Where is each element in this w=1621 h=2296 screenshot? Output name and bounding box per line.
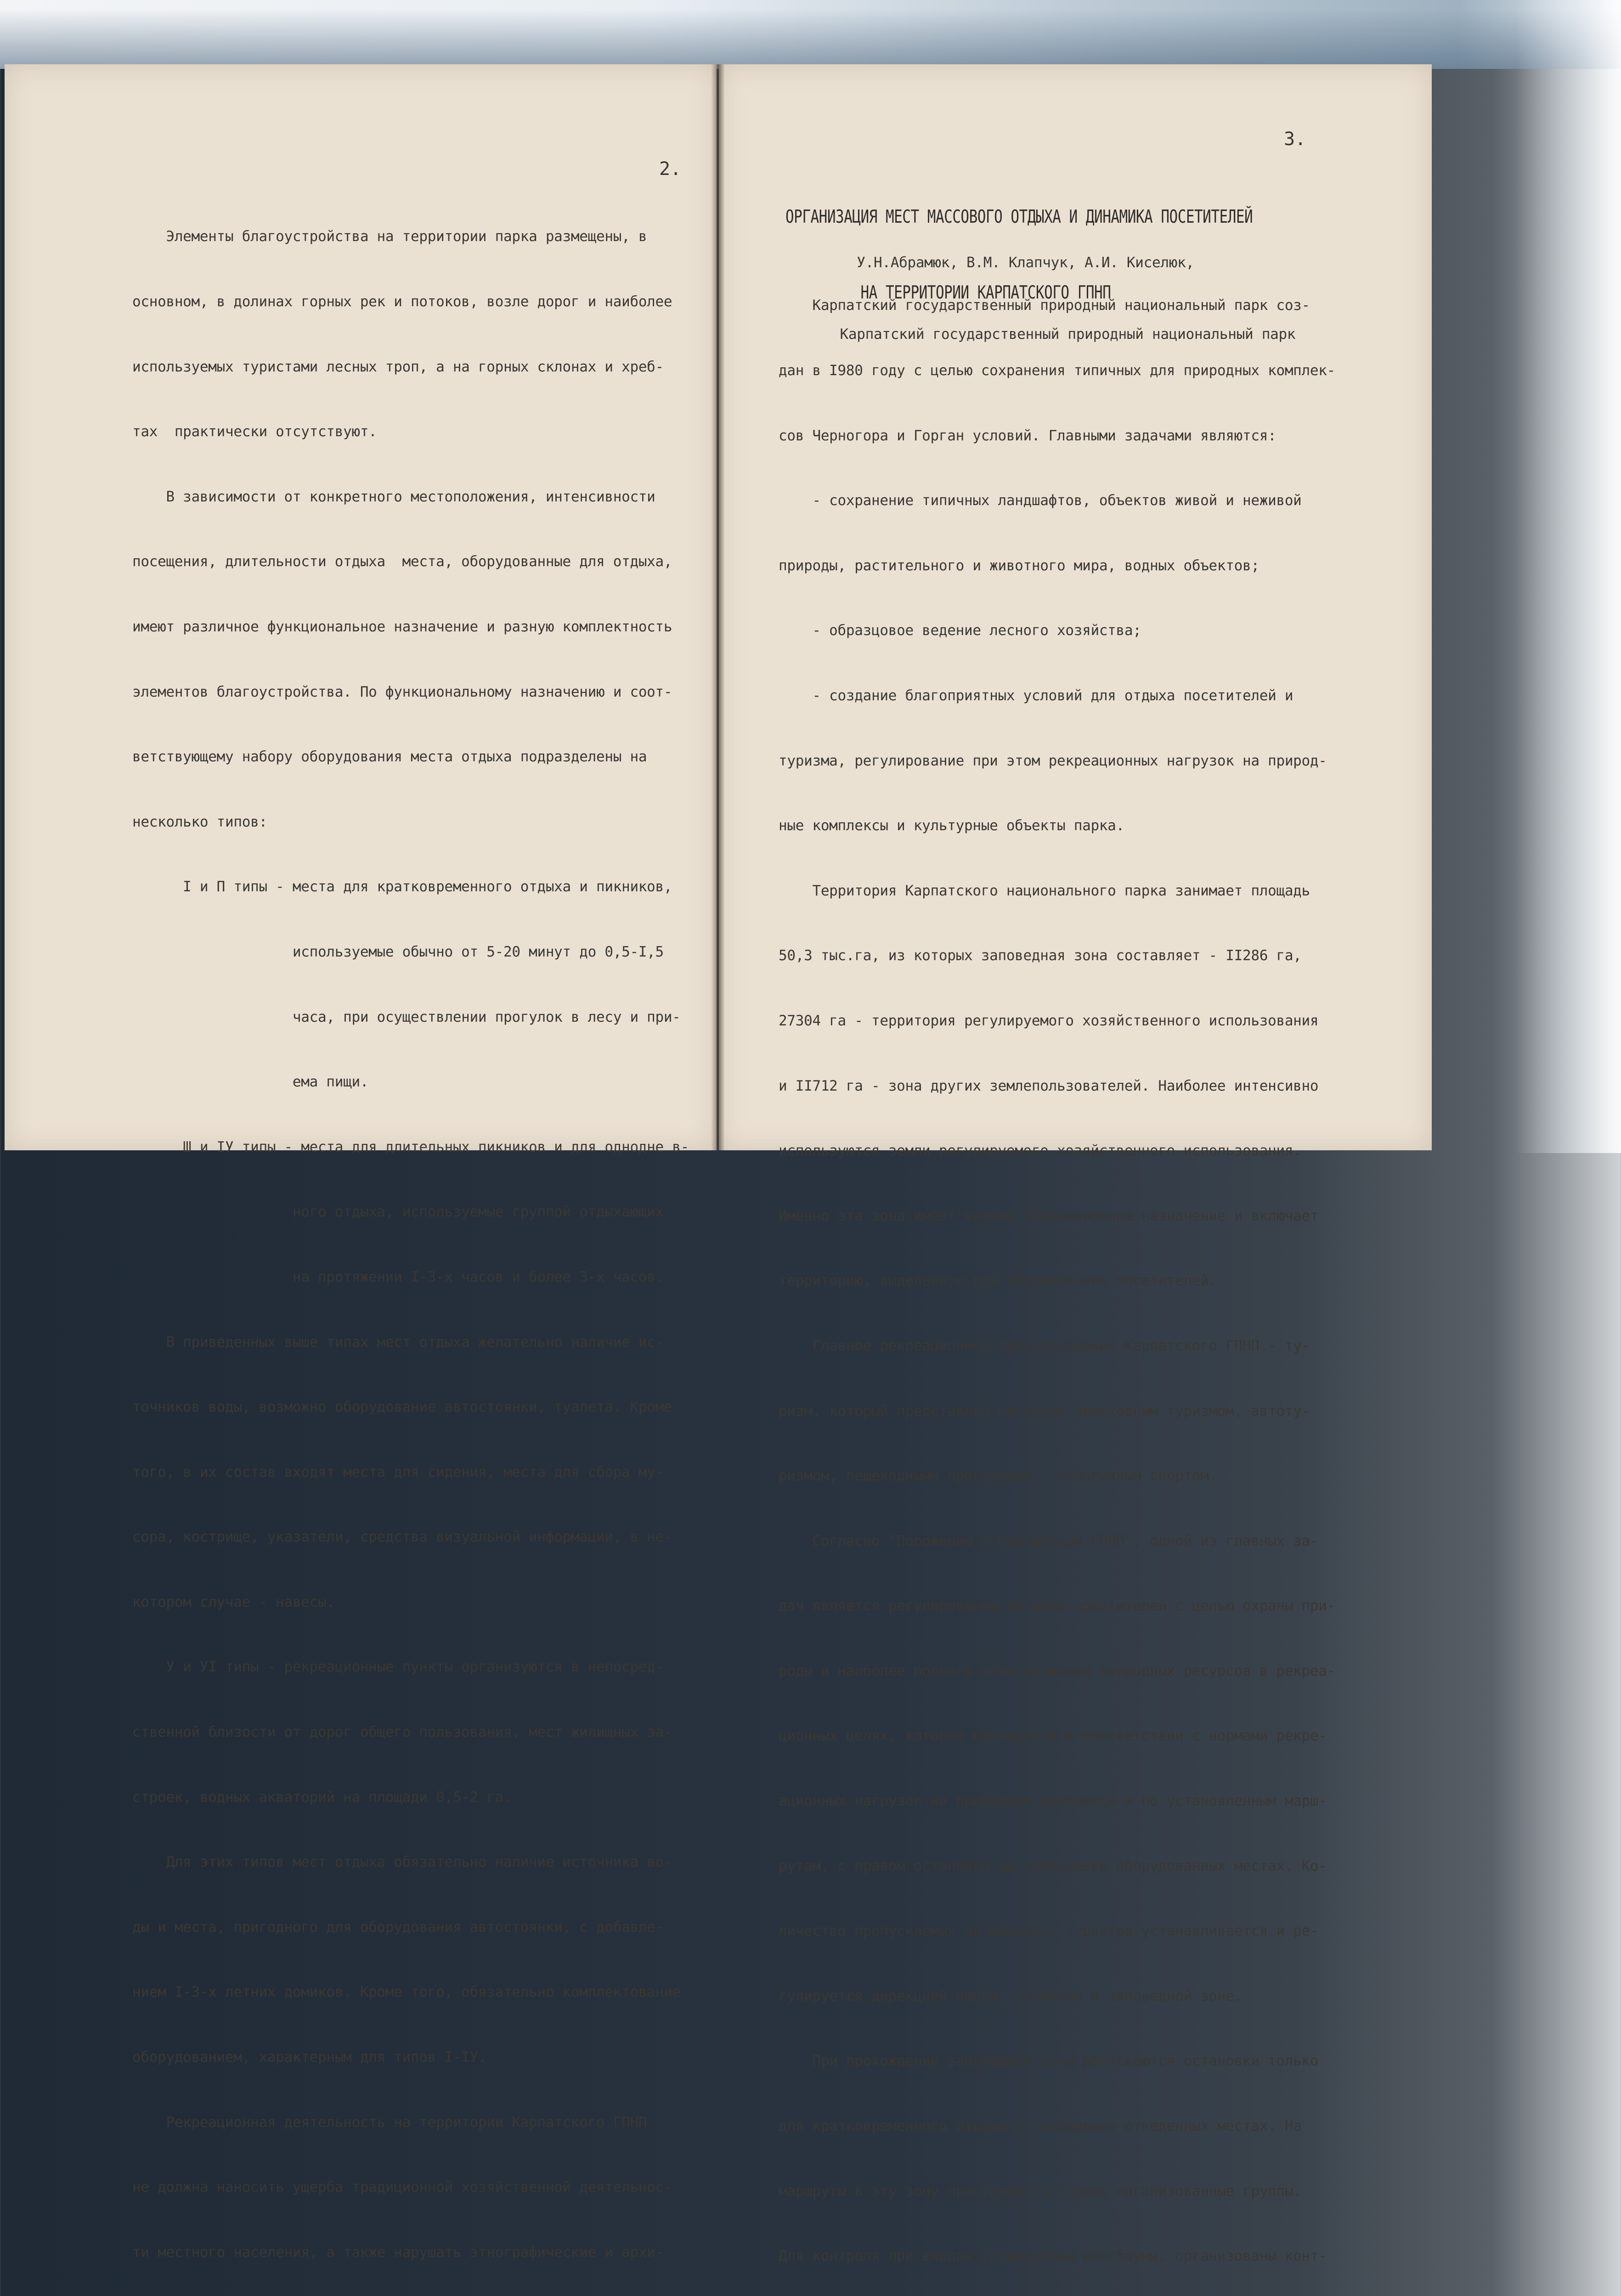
right-page — [719, 64, 1432, 2265]
left-page — [5, 64, 717, 2261]
text-line: - образцовое ведение лесного хозяйства; — [779, 622, 1141, 639]
text-line: тах практически отсутствуют. — [132, 423, 377, 440]
text-line: ризм, который представлен массовым пешеходным туризмом, автоту- — [779, 1402, 1310, 1419]
authors: У.Н.Абрамюк, В.М. Клапчук, А.И. Киселюк, — [781, 254, 1194, 271]
text-line: территорию, выделенную для обслуживания посетителей. — [779, 1272, 1217, 1289]
text-line: Согласно "Положению о Карпатском ГПНП", одной из главных за- — [779, 1532, 1319, 1549]
text-line: ационных нагрузок на природные комплексы и по установленным марш- — [779, 1793, 1327, 1810]
text-line: личество пропускаемых по маршруту туристов устанавливается и ре- — [779, 1923, 1319, 1940]
text-line: 27304 га - территория регулируемого хозяйственного использования — [779, 1012, 1319, 1029]
text-line: 50,3 тыс.га, из которых заповедная зона составляет - II286 га, — [779, 947, 1302, 964]
text-line: элементов благоустройства. По функциональному назначению и соот- — [132, 683, 672, 700]
text-line: Для контроля при входах установлены шлагбаумы, организованы конт- — [779, 2248, 1327, 2265]
text-line: В зависимости от конкретного местоположения, интенсивности — [132, 488, 655, 505]
text-line: ема пищи. — [132, 1074, 369, 1091]
text-line: - сохранение типичных ландшафтов, объектов живой и неживой — [779, 492, 1302, 509]
text-line: роды и наиболее полного использования природных ресурсов в рекреа- — [779, 1662, 1335, 1679]
left-page-text — [132, 183, 689, 2296]
text-line: ного отдыха, используемые группой отдыхающих — [132, 1204, 664, 1221]
text-line: Территория Карпатского национального парка занимает площадь — [779, 882, 1310, 899]
text-line: посещения, длительности отдыха места, оборудованные для отдыха, — [132, 553, 672, 570]
right-page-text — [779, 252, 1335, 2296]
text-line: используемых туристами лесных троп, а на горных склонах и хреб- — [132, 358, 664, 375]
text-line: используемые обычно от 5-20 минут до 0,5-I,5 — [132, 943, 664, 960]
text-line: ционных целях, которое проводится в соответствии с нормами рекре- — [779, 1728, 1327, 1745]
text-line: оборудованием, характерным для типов I-IУ. — [132, 2049, 487, 2066]
text-line: ные комплексы и культурные объекты парка. — [779, 817, 1124, 834]
scanner-shadow — [0, 9, 1621, 69]
text-line: используются земли регулируемого хозяйственного использования. — [779, 1142, 1302, 1159]
text-line: и II712 га - зона других землепользователей. Наиболее интенсивно — [779, 1077, 1319, 1094]
text-line: ды и места, пригодного для оборудования автостоянки, с добавле- — [132, 1919, 664, 1936]
text-line: не должна наносить ущерба традиционной хозяйственной деятельнос- — [132, 2179, 672, 2196]
text-line: У и УI типы - рекреационные пункты организуются в непосред- — [132, 1659, 664, 1676]
text-line: несколько типов: — [132, 813, 267, 830]
text-line: Именно эта зона имеет важное рекреационное назначение и включает — [779, 1207, 1319, 1224]
text-line: - создание благоприятных условий для отдыха посетителей и — [779, 687, 1293, 704]
text-line: котором случае - навесы. — [132, 1593, 335, 1610]
page-number: 3. — [1284, 129, 1306, 150]
institution: Карпатский государственный природный национальный парк — [781, 326, 1296, 343]
text-line: маршруты в эту зону пропускаются только организованные группы. — [779, 2183, 1302, 2200]
text-line: дач является регулирование потоков посетителей с целью охраны при- — [779, 1598, 1335, 1615]
text-line: ственной близости от дорог общего пользования, мест жилищных за- — [132, 1724, 672, 1741]
text-line: основном, в долинах горных рек и потоков, возле дорог и наиболее — [132, 293, 672, 310]
text-line: ветствующему набору оборудования места отдыха подразделены на — [132, 748, 647, 765]
text-line: нием I-3-х летних домиков. Кроме того, обязательно комплектование — [132, 1984, 681, 2001]
text-line: строек, водных акваторий на площади 0,5-2 га. — [132, 1789, 512, 1806]
text-line: Карпатский государственный природный национальный парк соз- — [779, 297, 1310, 314]
text-line: для кратковременного отдыха в специально отведенных местах. На — [779, 2118, 1302, 2135]
text-line: ти местного населения, а также нарушать этнографические и архи- — [132, 2244, 664, 2261]
text-line: того, в их состав входят места для сидения, места для сбора му- — [132, 1463, 664, 1480]
page-number: 2. — [659, 158, 682, 180]
text-line: Для этих типов мест отдыха обязательно наличие источника во- — [132, 1854, 672, 1871]
text-line: туризма, регулирование при этом рекреационных нагрузок на природ- — [779, 752, 1327, 769]
text-line: имеют различное функциональное назначение и разную комплектность — [132, 618, 672, 635]
text-line: сора, кострище, указатели, средства визуальной информации, в не- — [132, 1529, 672, 1546]
book-spine — [711, 64, 725, 1150]
text-line: точников воды, возможно оборудование автостоянки, туалета. Кроме — [132, 1399, 672, 1416]
text-line: Элементы благоустройства на территории парка размещены, в — [132, 228, 647, 245]
text-line: сов Черногора и Горган условий. Главными задачами являются: — [779, 427, 1276, 444]
text-line: Главное рекреационное предназначение Карпатского ГПНП - ту- — [779, 1337, 1310, 1354]
title-line: НА ТЕРРИТОРИИ КАРПАТСКОГО ГПНП — [785, 282, 1111, 303]
text-line: Рекреационная деятельность на территории Карпатского ГПНП — [132, 2114, 647, 2131]
text-line: природы, растительного и животного мира, водных объектов; — [779, 557, 1260, 574]
text-line: дан в I980 году с целью сохранения типичных для природных комплек- — [779, 362, 1335, 379]
text-line: При прохождении заповедной зоны допускаются остановки только — [779, 2053, 1319, 2070]
title-line: ОРГАНИЗАЦИЯ МЕСТ МАССОВОГО ОТДЫХА И ДИНАМИКА ПОСЕТИТЕЛЕЙ — [785, 207, 1253, 227]
text-line: В приведенных выше типах мест отдыха желательно наличие ис- — [132, 1334, 664, 1351]
text-line: часа, при осуществлении прогулок в лесу и при- — [132, 1008, 681, 1025]
text-line: I и П типы - места для кратковременного отдыха и пикников, — [132, 878, 672, 895]
text-line: гулируется дирекцией парка, особенно в заповедной зоне. — [779, 1987, 1243, 2004]
text-line: ризмом, пешеходными прогулками, горнолыжным спортом. — [779, 1468, 1217, 1485]
text-line: рутам, с правом остановки на специально оборудованных местах. Ко- — [779, 1857, 1327, 1874]
scanner-edge-glow — [1516, 0, 1621, 1153]
text-line: на протяжении I-3-х часов и более 3-х часов. — [132, 1268, 664, 1285]
text-line: Ш и IУ типы - места для длительных пикников и для однодне в- — [132, 1138, 689, 1155]
